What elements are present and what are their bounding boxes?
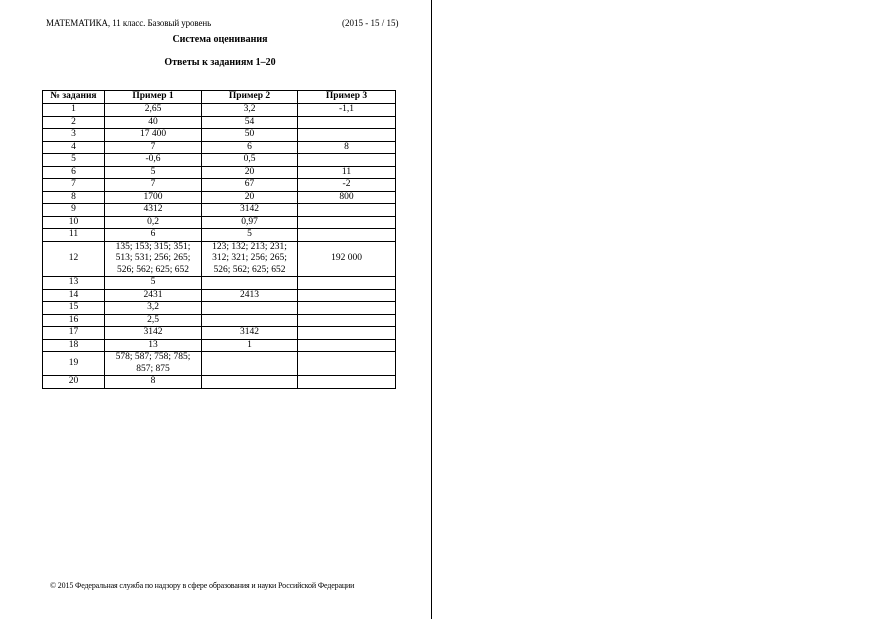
example-1-cell: 2,65 xyxy=(105,104,202,117)
table-row xyxy=(43,129,396,142)
example-3-cell: -1,1 xyxy=(298,104,396,117)
task-number-cell: 8 xyxy=(43,191,105,204)
example-3-cell xyxy=(298,277,396,290)
task-number-cell: 7 xyxy=(43,179,105,192)
table-row xyxy=(43,302,396,315)
page-divider xyxy=(431,0,432,619)
table-row xyxy=(43,141,396,154)
example-2-cell: 3,2 xyxy=(202,104,298,117)
example-3-cell xyxy=(298,204,396,217)
example-3-cell xyxy=(298,352,396,376)
example-2-cell: 3142 xyxy=(202,327,298,340)
task-number-cell: 14 xyxy=(43,289,105,302)
example-1-cell: 3142 xyxy=(105,327,202,340)
example-2-cell: 123; 132; 213; 231; 312; 321; 256; 265; 526; 562; 625; 652 xyxy=(202,241,298,277)
example-2-cell xyxy=(202,314,298,327)
table-row xyxy=(43,352,396,376)
task-number-cell: 4 xyxy=(43,141,105,154)
example-2-cell: 0,5 xyxy=(202,154,298,167)
example-2-cell: 20 xyxy=(202,166,298,179)
example-3-cell: -2 xyxy=(298,179,396,192)
running-header-subject: МАТЕМАТИКА, 11 класс. Базовый уровень xyxy=(46,18,212,28)
example-3-cell xyxy=(298,376,396,389)
column-header-task-number: № задания xyxy=(43,91,105,104)
example-2-cell: 20 xyxy=(202,191,298,204)
example-1-cell: 17 400 xyxy=(105,129,202,142)
example-1-cell: 2431 xyxy=(105,289,202,302)
task-number-cell: 11 xyxy=(43,229,105,242)
task-number-cell: 12 xyxy=(43,241,105,277)
table-row xyxy=(43,191,396,204)
example-3-cell xyxy=(298,314,396,327)
task-number-cell: 3 xyxy=(43,129,105,142)
example-1-cell: 3,2 xyxy=(105,302,202,315)
example-2-cell: 5 xyxy=(202,229,298,242)
task-number-cell: 19 xyxy=(43,352,105,376)
example-3-cell xyxy=(298,116,396,129)
table-row xyxy=(43,339,396,352)
task-number-cell: 5 xyxy=(43,154,105,167)
table-row xyxy=(43,314,396,327)
example-2-cell: 54 xyxy=(202,116,298,129)
example-2-cell: 3142 xyxy=(202,204,298,217)
running-header-page-number: (2015 - 15 / 15) xyxy=(342,18,399,28)
task-number-cell: 9 xyxy=(43,204,105,217)
example-1-cell: 5 xyxy=(105,166,202,179)
example-1-cell: 0,2 xyxy=(105,216,202,229)
example-3-cell xyxy=(298,327,396,340)
table-row xyxy=(43,241,396,277)
section-title: Система оценивания xyxy=(172,34,268,45)
example-1-cell: 8 xyxy=(105,376,202,389)
example-1-cell: -0,6 xyxy=(105,154,202,167)
example-2-cell: 6 xyxy=(202,141,298,154)
table-row xyxy=(43,327,396,340)
example-2-cell xyxy=(202,277,298,290)
example-3-cell xyxy=(298,339,396,352)
table-row xyxy=(43,229,396,242)
example-2-cell: 0,97 xyxy=(202,216,298,229)
example-3-cell xyxy=(298,154,396,167)
example-2-cell xyxy=(202,352,298,376)
table-row xyxy=(43,154,396,167)
table-row xyxy=(43,104,396,117)
task-number-cell: 1 xyxy=(43,104,105,117)
table-row xyxy=(43,289,396,302)
task-number-cell: 16 xyxy=(43,314,105,327)
column-header-example-1: Пример 1 xyxy=(105,91,202,104)
example-2-cell xyxy=(202,302,298,315)
example-3-cell xyxy=(298,216,396,229)
example-2-cell xyxy=(202,376,298,389)
example-2-cell: 50 xyxy=(202,129,298,142)
example-1-cell: 135; 153; 315; 351; 513; 531; 256; 265; 526; 562; 625; 652 xyxy=(105,241,202,277)
task-number-cell: 18 xyxy=(43,339,105,352)
task-number-cell: 10 xyxy=(43,216,105,229)
example-2-cell: 1 xyxy=(202,339,298,352)
example-1-cell: 7 xyxy=(105,141,202,154)
task-number-cell: 13 xyxy=(43,277,105,290)
example-2-cell: 67 xyxy=(202,179,298,192)
example-3-cell xyxy=(298,302,396,315)
table-row xyxy=(43,277,396,290)
example-1-cell: 4312 xyxy=(105,204,202,217)
table-row xyxy=(43,166,396,179)
section-subtitle: Ответы к заданиям 1–20 xyxy=(164,57,276,68)
task-number-cell: 6 xyxy=(43,166,105,179)
task-number-cell: 17 xyxy=(43,327,105,340)
example-3-cell xyxy=(298,289,396,302)
answers-table xyxy=(42,90,396,389)
example-3-cell: 192 000 xyxy=(298,241,396,277)
table-row xyxy=(43,376,396,389)
answers-table-body xyxy=(43,104,396,389)
table-row xyxy=(43,116,396,129)
task-number-cell: 2 xyxy=(43,116,105,129)
example-3-cell: 800 xyxy=(298,191,396,204)
table-header-row xyxy=(43,91,396,104)
example-3-cell: 8 xyxy=(298,141,396,154)
copyright-footer: © 2015 Федеральная служба по надзору в сфере образования и науки Российской Федерации xyxy=(50,581,355,590)
example-1-cell: 578; 587; 758; 785; 857; 875 xyxy=(105,352,202,376)
example-1-cell: 6 xyxy=(105,229,202,242)
table-row xyxy=(43,216,396,229)
example-3-cell xyxy=(298,229,396,242)
example-2-cell: 2413 xyxy=(202,289,298,302)
example-1-cell: 7 xyxy=(105,179,202,192)
example-1-cell: 5 xyxy=(105,277,202,290)
table-row xyxy=(43,204,396,217)
example-3-cell: 11 xyxy=(298,166,396,179)
example-1-cell: 40 xyxy=(105,116,202,129)
column-header-example-2: Пример 2 xyxy=(202,91,298,104)
task-number-cell: 20 xyxy=(43,376,105,389)
task-number-cell: 15 xyxy=(43,302,105,315)
example-1-cell: 13 xyxy=(105,339,202,352)
column-header-example-3: Пример 3 xyxy=(298,91,396,104)
table-row xyxy=(43,179,396,192)
example-3-cell xyxy=(298,129,396,142)
document-page xyxy=(0,0,432,619)
example-1-cell: 1700 xyxy=(105,191,202,204)
example-1-cell: 2,5 xyxy=(105,314,202,327)
